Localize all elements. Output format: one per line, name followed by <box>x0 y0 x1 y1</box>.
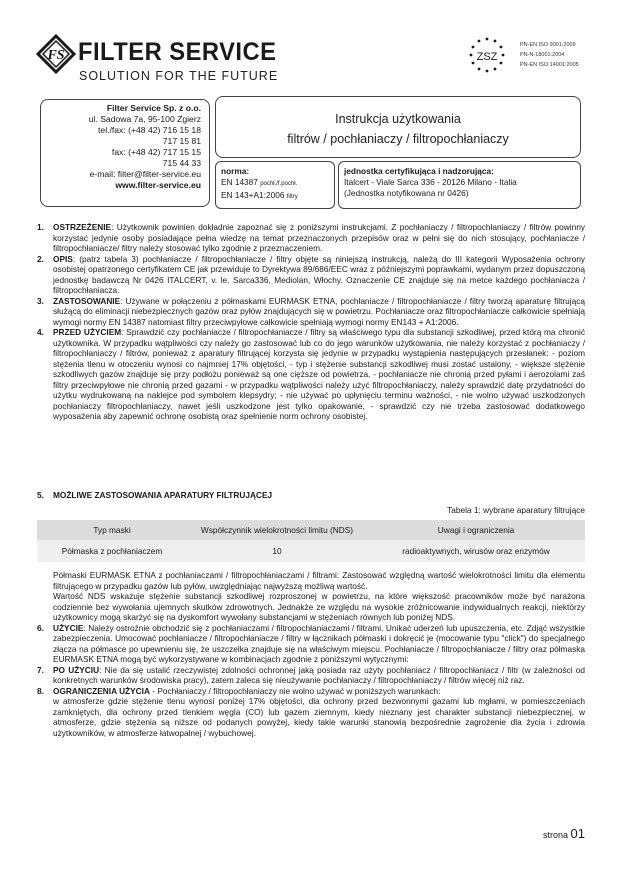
company-tel: tel./fax: (+48 42) 716 15 18 <box>98 125 201 135</box>
section-item <box>37 623 585 665</box>
norma-line-1: EN 14387 <box>221 177 258 187</box>
company-fax: fax: (+48 42) 717 15 15 <box>111 147 201 157</box>
section-heading: OPIS <box>53 253 73 264</box>
page-label: strona <box>543 830 569 840</box>
company-fax-2: 715 44 33 <box>162 158 201 168</box>
brand-name: FILTER SERVICE <box>78 38 277 66</box>
company-address: ul. Sadowa 7a, 95-100 Zgierz <box>88 114 201 124</box>
document-title-box <box>215 96 581 158</box>
section-heading: PRZED UŻYCIEM <box>53 327 122 337</box>
table-cell: radioaktywnych, wirusów oraz enzymów <box>367 540 585 562</box>
company-tel-2: 717 15 81 <box>162 136 201 146</box>
section-heading: MOŻLIWE ZASTOSOWANIA APARATURY FILTRUJĄCEJ <box>53 490 273 500</box>
table-row <box>37 540 585 562</box>
cert-list <box>520 40 579 70</box>
norma-line-2: EN 143+A1:2006 <box>221 190 285 200</box>
brand-tagline: SOLUTION FOR THE FUTURE <box>79 69 279 83</box>
section-item <box>37 327 585 422</box>
company-contact-box <box>40 99 210 207</box>
table-caption: Tabela 1: wybrane aparatury filtrujące <box>447 505 585 515</box>
certifying-body-address: Italcert - Viale Sarca 336 - 20126 Milano - Italia <box>344 177 517 187</box>
company-email: e-mail: filter@filter-service.eu <box>89 169 201 179</box>
section-number: 4. <box>37 327 44 337</box>
cert-item: PN-EN ISO 9001:2009 <box>520 42 576 48</box>
section-number: 1. <box>37 222 44 232</box>
table-cell: 10 <box>187 540 367 562</box>
section-heading: PO UŻYCIU <box>53 664 100 675</box>
norma-box <box>215 161 335 209</box>
section-heading: OSTRZEŻENIE <box>53 222 112 232</box>
paragraph: Półmaski EURMASK ETNA z pochłaniaczami / filtropochłaniaczami / filtrami: Zastosować względną wartość wielokrotności limitu dla elementu filtrującego w przypadku gazów lub pyłów, uwzględniając najwyższą możliwą wartość. <box>53 570 585 591</box>
table-cell: Półmaska z pochłaniaczem <box>37 540 187 562</box>
section-number: 6. <box>37 622 44 633</box>
section-heading: OGRANICZENIA UŻYCIA <box>53 685 150 696</box>
section-text: : Należy ostrożnie obchodzić się z pochłaniaczami / filtropochłaniaczami / filtrami. Unikać uderzeń lub upuszczenia, etc. Zdjąć wszystkie zabezpieczenia. Umocować pochłaniacze / filtropochłaniacze / filtry w łącznikach półmaski i dokręcić je (mocowanie typu "click") do specjalnego złącza na półmasce po upewnieniu się, że uszczelka znajduje się na właściwym miejscu. Pochłaniacze / filtropochłaniacze / filtry oraz półmaska EURMASK ETNA mogą być wykorzystywane w kombinacjach zgodnie z poniższymi wytycznymi: <box>53 622 585 664</box>
section-item <box>37 296 585 328</box>
company-website: www.filter-service.eu <box>115 180 201 190</box>
cert-item: PN-N-18001:2004 <box>520 52 565 58</box>
filter-apparatus-table <box>37 520 585 562</box>
page-number-value: 01 <box>570 826 585 841</box>
section-text: - Pochłaniaczy / filtropochłaniaczy nie wolno używać w poniższych warunkach: <box>149 685 441 696</box>
instructions-body <box>37 222 585 422</box>
table-header-cell: Współczynnik wielokrotności limitu (NDS) <box>187 520 367 540</box>
section-item <box>37 490 585 501</box>
svg-text:FS: FS <box>47 48 65 63</box>
section-text: : (patrz tabela 3) pochłaniacze / filtropochłaniacze / filtry objęte są niniejszą instrukcją, należą do III kategorii Wyposażenia ochrony osobistej opatrzonego certyfikatem CE jak przewiduje to Dyrektywa 89/686/EEC wraz z późniejszymi poprawkami, wydanym przez dopuszczoną jednostkę badawczą Nr 0426 ITALCERT, v. le. Sarca336, Mediolan, Włochy. Oznaczenie CE znajduje się na metce każdego pochłaniacza / filtropochłaniacza. <box>53 253 585 295</box>
section-text: : Sprawdzić czy pochłaniacze / filtropochłaniacze / filtry są właściwego typu dla substancji szkodliwej, przed którą ma chronić użytkownika. W przypadku wątpliwości czy należy go zastosować lub co do jego warunków użytkowania, nie należy korzystać z pochłaniaczy / filtropochłaniaczy / filtrów, ponieważ z aparatury filtrującej korzysta się jedynie w przypadku wystąpienia następujących przesłanek: - poziom stężenia tlenu w otoczeniu wynosi co najmniej 17% objętości, - typ i stężenie substancji szkodliwej musi zostać ustalony, - większe stężenie szkodliwych gazów znajduje się przy podłożu ponieważ są one cięższe od powietrza, - pochłaniacze nie chronią przed pyłami i aerozolami zaś filtry przeciwpyłowe nie chronią przed gazami - w przypadku wątpliwości należy użyć filtropochłaniaczy, należy sprawdzić datę przydatności do użytku wydrukowaną na naklejce pod symbolem klepsydry; - nie używać po upłynięciu terminu ważności, - nie wolno używać uszkodzonych pochłaniaczy filtropochłaniaczy, nawet jeśli uszkodzone jest tylko opakowanie, - sprawdzić czy nie trzeba zastosować dodatkowego wyposażenia aby zapewnić ochronę osobistą oraz spełnienie norm ochrony osobistej. <box>53 327 585 421</box>
certifying-body-box <box>338 161 581 209</box>
table-header-cell: Uwagi i ograniczenia <box>367 520 585 540</box>
section-heading: ZASTOSOWANIE <box>53 295 121 306</box>
norma-line-1-note: pochł./f.pochł. <box>260 181 298 187</box>
section-item <box>37 686 585 697</box>
section-number: 3. <box>37 295 44 306</box>
instructions-body-continued <box>37 570 585 738</box>
document-title: Instrukcja użytkowania <box>335 112 461 126</box>
section-item <box>37 222 585 254</box>
norma-label: norma: <box>221 166 250 176</box>
section-number: 2. <box>37 253 44 264</box>
cert-item: PN-EN ISO 14001:2005 <box>520 62 579 68</box>
norma-line-2-note: filtry <box>286 194 298 200</box>
paragraph: Wartość NDS wskazuje stężenie substancji szkodliwej rozproszonej w powietrzu, na które większość pracowników może być narażona codziennie bez wywołania ujemnych skutków zdrowotnych. Jednakże ze względu na wysokie zróżnicowanie indywidualnych reakcji, niektórzy użytkownicy mogą skarżyć się na dyskomfort wywołany substancjami w stężeniach równych lub poniżej NDS. <box>53 591 585 622</box>
company-name: Filter Service Sp. z o.o. <box>106 103 201 113</box>
table-header-cell: Typ maski <box>37 520 187 540</box>
section-heading: UŻYCIE <box>53 622 84 633</box>
document-subtitle: filtrów / pochłaniaczy / filtropochłaniaczy <box>287 132 509 146</box>
certifying-body-note: (Jednostka notyfikowana nr 0426) <box>344 188 469 198</box>
section-number: 5. <box>37 490 44 500</box>
certifying-body-label: jednostka certyfikująca i nadzorująca: <box>344 166 494 176</box>
section-text: : Używane w połączeniu z półmaskami EURMASK ETNA, pochłaniacze / filtropochłaniacze / filtry tworzą aparaturę filtrującą służącą do eliminacji niebezpiecznych gazów oraz pyłów znajdujących się w powietrzu. Pochłaniacze oraz filtropochłaniacze całkowicie spełniają wymogi normy EN 14387 natomiast filtry przeciwpyłowe całkowicie spełniają wymogi normy EN143 + A1:2006. <box>53 295 585 327</box>
page-number <box>543 826 585 841</box>
section-item <box>37 254 585 296</box>
section-number: 8. <box>37 685 44 696</box>
section-item <box>37 665 585 686</box>
section-text: : Nie da się ustalić rzeczywistej zdolności ochronnej jaką posiada raz użyty pochłaniacz / filtropochłaniacz / filtr (w zależności od konkretnych warunków środowiska pracy), zatem zaleca się nieużywanie pochłaniaczy / filtropochłaniaczy / filtrów więcej niż raz. <box>53 664 585 685</box>
certification-stamp-icon <box>462 36 512 74</box>
section-number: 7. <box>37 664 44 675</box>
cert-stamp-text: ZSZ <box>476 51 498 63</box>
table-header-row <box>37 520 585 540</box>
section-text: : Użytkownik powinien dokładnie zapoznać się z poniższymi instrukcjami. Z pochłaniaczy / filtropochłaniaczy / filtrów powinny korzystać jedynie osoby posiadające pełna wiedzę na temat przeznaczonych przepisów oraz w pełni się do nich stosujący, pochłaniacze / filtropochłaniacze/ filtry należy stosować tylko zgodnie z przeznaczeniem. <box>53 222 585 253</box>
paragraph: w atmosferze gdzie stężenie tlenu wynosi poniżej 17% objętości, dla ochrony przed bezwonnymi gazami lub mgłami, w pomieszczeniach zamkniętych, dla ochrony przed tlenkiem węgla (CO) lub gazem ziemnym, kiedy nieznany jest charakter substancji niebezpiecznej, w atmosferze, gdzie stężenia są niższe od podanych powyżej, kiedy takie warunki stanowią bezpośrednie zagrożenie dla życia i zdrowia użytkowników, w atmosferze łatwopalnej / wybuchowej. <box>53 696 585 738</box>
